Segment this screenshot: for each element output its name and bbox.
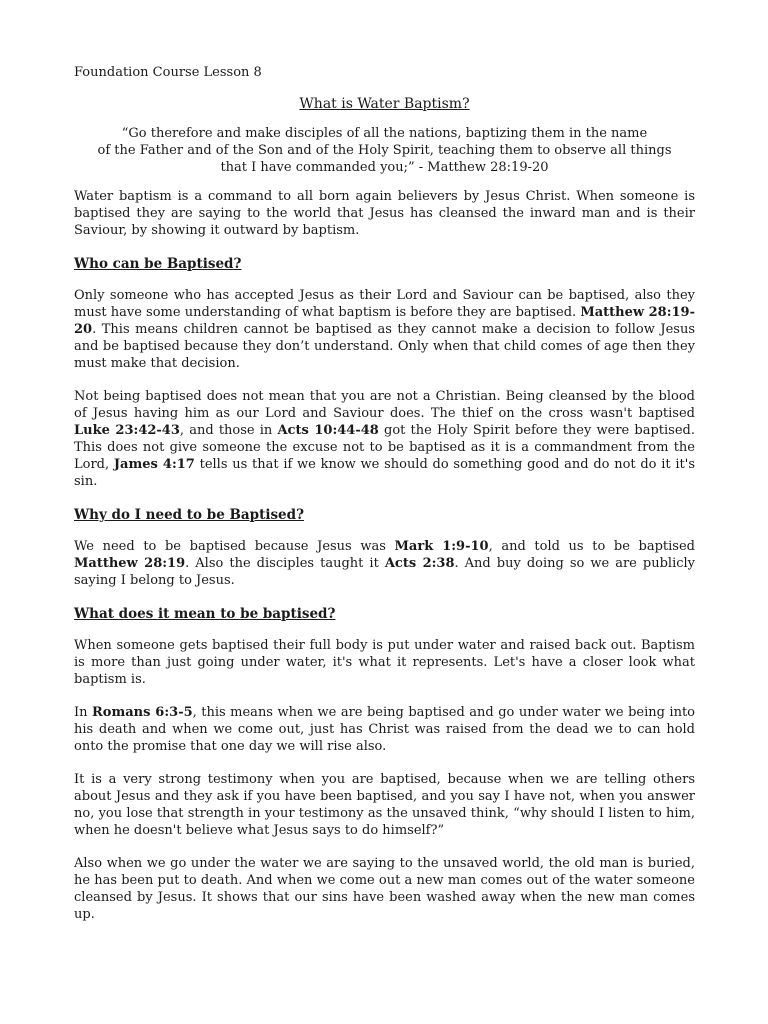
paragraph [74,287,695,372]
text-run: . This means children cannot be baptised as they cannot make a decision to follow Jesus and be baptised because they don’t understand. Only when that child comes of age then they must make that decision. [74,322,695,371]
text-run: . Also the disciples taught it [185,556,385,571]
scripture-ref: Acts 10:44-48 [277,423,379,438]
text-run: , and those in [179,423,278,438]
text-run: Only someone who has accepted Jesus as their Lord and Saviour can be baptised, also they must have some understanding of what baptism is before they are baptised. [74,288,695,320]
paragraph [74,538,695,589]
paragraph [74,388,695,490]
quote-line: of the Father and of the Son and of the Holy Spirit, teaching them to observe all things [97,143,672,158]
intro-paragraph: Water baptism is a command to all born again believers by Jesus Christ. When someone is baptised they are saying to the world that Jesus has cleansed the inward man and is their Saviour, by showing it outward by baptism. [74,189,695,238]
paragraph: Also when we go under the water we are saying to the unsaved world, the old man is buried, he has been put to death. And when we come out a new man comes out of the water someone cleansed by Jesus. It shows that our sins have been washed away when the new man comes up. [74,856,695,922]
quote-line: that I have commanded you;” - Matthew 28:19-20 [220,160,549,175]
text-run: , and told us to be baptised [488,539,695,554]
text-run: tells us that if we know we should do something good and do not do it it's sin. [74,457,695,489]
course-label: Foundation Course Lesson 8 [74,65,262,80]
text-run: , this means when we are being baptised and go under water we being into his death and when we come out, just has Christ was raised from the dead we to can hold onto the promise that one day we will rise also. [74,705,696,754]
scripture-ref: Matthew 28:19 [74,556,186,571]
section-heading-who: Who can be Baptised? [74,256,242,272]
scripture-ref: Acts 2:38 [384,556,455,571]
section-heading-why: Why do I need to be Baptised? [74,507,304,523]
paragraph: It is a very strong testimony when you are baptised, because when we are telling others about Jesus and they ask if you have been baptised, and you say I have not, when you answer no, you lose that strength in your testimony as the unsaved think, “why should I listen to him, when he doesn't believe what Jesus says to do himself?” [74,772,695,838]
text-run: Not being baptised does not mean that you are not a Christian. Being cleansed by the blood of Jesus having him as our Lord and Saviour does. The thief on the cross wasn't baptised [74,389,695,421]
paragraph: When someone gets baptised their full body is put under water and raised back out. Baptism is more than just going under water, it's what it represents. Let's have a closer look what baptism is. [74,638,695,687]
quote-line: “Go therefore and make disciples of all the nations, baptizing them in the name [121,126,648,141]
section-heading-meaning: What does it mean to be baptised? [74,606,336,622]
scripture-ref: James 4:17 [113,457,195,472]
page-title: What is Water Baptism? [299,96,470,112]
text-run: . And buy doing so we are publicly saying I belong to Jesus. [74,556,696,588]
scripture-ref: Matthew 28:19-20 [74,305,695,337]
scripture-ref: Mark 1:9-10 [394,539,489,554]
text-run: We need to be baptised because Jesus was [74,539,395,554]
paragraph [74,704,695,755]
text-run: got the Holy Spirit before they were baptised. This does not give someone the excuse not to be baptised as it is a commandment from the Lord, [74,423,695,472]
text-run: In [74,705,92,720]
document-page [74,64,695,939]
scripture-ref: Luke 23:42-43 [74,423,180,438]
scripture-quote [74,125,695,176]
scripture-ref: Romans 6:3-5 [92,705,193,720]
